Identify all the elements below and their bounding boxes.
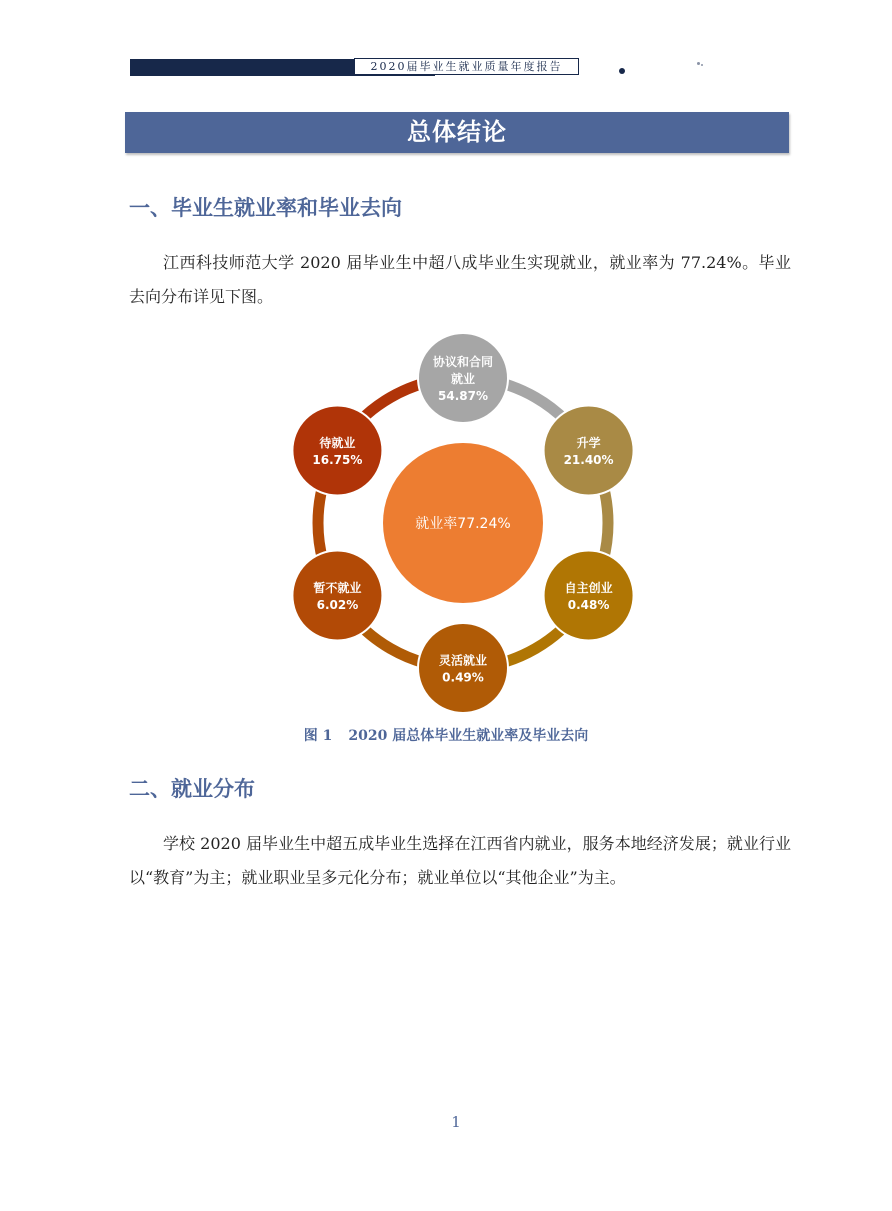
destination-name-label-3: 灵活就业 (438, 653, 488, 668)
destination-name-label-2: 自主创业 (564, 581, 613, 595)
destination-node-2 (544, 551, 634, 641)
destination-node-4 (292, 551, 382, 641)
header-title: 2020届毕业生就业质量年度报告 (354, 58, 579, 75)
destination-value-label-4: 6.02% (316, 598, 359, 612)
header-dot-decoration (619, 68, 625, 74)
conclusion-banner: 总体结论 (125, 112, 789, 153)
figure-caption (0, 725, 892, 745)
destination-name-label-0: 协议和合同 (432, 355, 494, 369)
figure-caption-text: 2020 届总体毕业生就业率及毕业去向 (348, 728, 589, 744)
destination-value-label-5: 16.75% (312, 453, 363, 467)
destination-value-label-2: 0.48% (567, 598, 610, 612)
header-dot-decoration-small (697, 62, 700, 65)
employment-rate-label: 就业率77.24% (415, 516, 511, 532)
destination-name-label-5: 待就业 (319, 436, 356, 450)
header-dot-decoration-tiny (701, 64, 703, 66)
destination-node-1 (544, 406, 634, 496)
section-heading-employment-distribution: 二、就业分布 (129, 777, 255, 801)
section-paragraph-employment-rate: 江西科技师范大学 2020 届毕业生中超八成毕业生实现就业，就业率为 77.24%。毕业去向分布详见下图。 (129, 253, 791, 306)
destination-name-label-0: 就业 (450, 372, 476, 386)
destination-value-label-3: 0.49% (442, 670, 484, 685)
section-heading-employment-rate: 一、毕业生就业率和毕业去向 (129, 196, 402, 220)
employment-destination-chart (280, 325, 650, 720)
destination-value-label-0: 54.87% (438, 389, 488, 403)
section-paragraph-employment-distribution: 学校 2020 届毕业生中超五成毕业生选择在江西省内就业，服务本地经济发展；就业行业以“教育”为主；就业职业呈多元化分布；就业单位以“其他企业”为主。 (129, 834, 791, 887)
destination-name-label-4: 暂不就业 (313, 581, 362, 595)
destination-node-5 (292, 406, 382, 496)
destination-name-label-1: 升学 (576, 436, 601, 450)
figure-number: 图 1 (303, 728, 333, 744)
destination-value-label-1: 21.40% (563, 453, 614, 467)
destination-node-3 (418, 623, 508, 713)
page-number: 1 (451, 1113, 461, 1131)
